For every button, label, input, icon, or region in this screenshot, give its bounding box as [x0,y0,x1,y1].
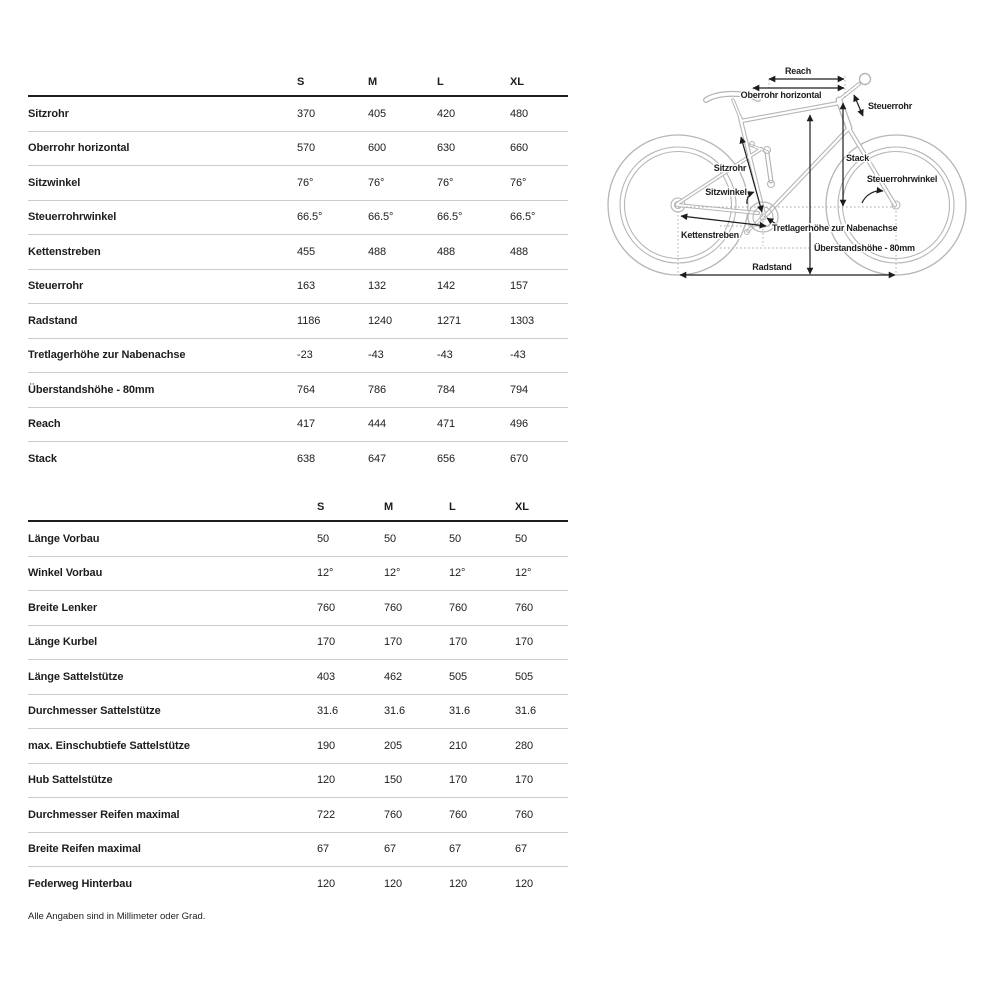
cell-value: 760 [317,601,336,614]
size-column-header: L [449,500,456,513]
table-row [28,695,568,730]
size-column-header: M [384,500,394,513]
cell-value: 50 [515,532,528,545]
cell-value: 170 [317,636,336,649]
cell-value: 420 [437,107,456,120]
cell-value: 66.5° [437,211,463,224]
cell-value: 31.6 [515,705,537,718]
row-label: Sitzwinkel [28,176,81,189]
cell-value: 67 [449,843,462,856]
cell-value: 455 [297,245,316,258]
cell-value: 471 [437,418,456,431]
table-row [28,557,568,592]
cell-value: 480 [510,107,529,120]
frame-geometry-table [28,68,568,477]
table-row [28,867,568,902]
bike-geometry-diagram [600,45,1000,295]
cell-value: 462 [384,670,403,683]
diagram-label-ueberstandshoehe: Überstandshöhe - 80mm [814,243,915,253]
cell-value: 488 [437,245,456,258]
row-label: Steuerrohrwinkel [28,211,117,224]
row-label: max. Einschubtiefe Sattelstütze [28,739,190,752]
cell-value: 570 [297,142,316,155]
row-label: Hub Sattelstütze [28,774,113,787]
size-column-header: XL [515,500,529,513]
table-row [28,522,568,557]
row-label: Durchmesser Reifen maximal [28,808,180,821]
row-label: Durchmesser Sattelstütze [28,705,161,718]
cell-value: 505 [449,670,468,683]
cell-value: 170 [515,774,534,787]
cell-value: 163 [297,280,316,293]
table-row [28,764,568,799]
cell-value: 31.6 [317,705,339,718]
cell-value: 722 [317,808,336,821]
row-label: Winkel Vorbau [28,567,103,580]
table-row [28,201,568,236]
cell-value: 76° [368,176,385,189]
row-label: Länge Sattelstütze [28,670,124,683]
table-row [28,408,568,443]
cell-value: 370 [297,107,316,120]
cell-value: 190 [317,739,336,752]
cell-value: 784 [437,383,456,396]
cell-value: 496 [510,418,529,431]
row-label: Steuerrohr [28,280,84,293]
cell-value: 647 [368,453,387,466]
footnote: Alle Angaben sind in Millimeter oder Grad. [28,911,206,922]
row-label: Kettenstreben [28,245,101,258]
diagram-label-reach: Reach [784,66,812,76]
cell-value: 170 [449,636,468,649]
cell-value: 403 [317,670,336,683]
diagram-label-stack: Stack [846,153,870,163]
cell-value: 120 [317,774,336,787]
cell-value: 76° [510,176,527,189]
row-label: Oberrohr horizontal [28,142,130,155]
table-row [28,626,568,661]
row-label: Länge Vorbau [28,532,100,545]
row-label: Überstandshöhe - 80mm [28,383,155,396]
cell-value: 170 [515,636,534,649]
cell-value: 638 [297,453,316,466]
cell-value: -43 [510,349,526,362]
table-row [28,235,568,270]
cell-value: 76° [297,176,314,189]
cell-value: 760 [449,808,468,821]
table-row [28,339,568,374]
table-header [28,68,568,97]
diagram-label-kettenstreben: Kettenstreben [681,230,739,240]
row-label: Reach [28,418,61,431]
components-table [28,493,568,902]
cell-value: 157 [510,280,529,293]
row-label: Tretlagerhöhe zur Nabenachse [28,349,186,362]
cell-value: 760 [384,601,403,614]
cell-value: -43 [437,349,453,362]
cell-value: 488 [510,245,529,258]
size-column-header: S [317,500,325,513]
size-column-header: XL [510,75,524,88]
cell-value: 660 [510,142,529,155]
diagram-label-oberrohr: Oberrohr horizontal [740,90,822,100]
cell-value: 1303 [510,314,535,327]
cell-value: -43 [368,349,384,362]
size-column-header: M [368,75,378,88]
table-row [28,442,568,477]
cell-value: 12° [317,567,334,580]
cell-value: 760 [449,601,468,614]
table-row [28,798,568,833]
table-row [28,304,568,339]
cell-value: 764 [297,383,316,396]
cell-value: 505 [515,670,534,683]
cell-value: 630 [437,142,456,155]
row-label: Radstand [28,314,78,327]
cell-value: 66.5° [368,211,394,224]
table-row [28,833,568,868]
cell-value: 50 [317,532,330,545]
row-label: Sitzrohr [28,107,69,120]
row-label: Federweg Hinterbau [28,878,132,891]
cell-value: 405 [368,107,387,120]
row-label: Länge Kurbel [28,636,98,649]
handlebar-grip [860,74,871,85]
cell-value: 1240 [368,314,393,327]
table-row [28,660,568,695]
cell-value: 786 [368,383,387,396]
cell-value: 1186 [297,314,321,327]
steuerrohr-arrow [854,95,863,116]
size-column-header: S [297,75,305,88]
cell-value: 488 [368,245,387,258]
row-label: Stack [28,453,57,466]
cell-value: 417 [297,418,316,431]
cell-value: 142 [437,280,456,293]
cell-value: 50 [449,532,462,545]
table-row [28,166,568,201]
cell-value: 170 [384,636,403,649]
cell-value: 760 [515,601,534,614]
row-label: Breite Lenker [28,601,98,614]
cell-value: 1271 [437,314,462,327]
cell-value: 210 [449,739,468,752]
diagram-label-tretlagerhoehe: Tretlagerhöhe zur Nabenachse [772,223,898,233]
diagram-label-steuerrohr: Steuerrohr [868,101,913,111]
cell-value: 280 [515,739,534,752]
cell-value: 120 [317,878,336,891]
diagram-label-radstand: Radstand [752,262,792,272]
diagram-label-steuerrohrwinkel: Steuerrohrwinkel [866,174,938,184]
cell-value: 150 [384,774,403,787]
cell-value: 50 [384,532,397,545]
diagram-label-sitzrohr: Sitzrohr [713,163,747,173]
cell-value: 31.6 [449,705,471,718]
cell-value: 600 [368,142,387,155]
steuerrohrwinkel-arc [862,191,883,203]
cell-value: 76° [437,176,454,189]
cell-value: 794 [510,383,529,396]
cell-value: 760 [515,808,534,821]
cell-value: 31.6 [384,705,406,718]
cell-value: 170 [449,774,468,787]
cell-value: 670 [510,453,529,466]
cell-value: 205 [384,739,403,752]
table-row [28,270,568,305]
cell-value: 12° [449,567,466,580]
cell-value: 120 [449,878,468,891]
table-row [28,373,568,408]
table-header [28,493,568,522]
cell-value: 120 [384,878,403,891]
cell-value: 67 [384,843,397,856]
cell-value: 67 [317,843,330,856]
table-row [28,591,568,626]
cell-value: 760 [384,808,403,821]
size-column-header: L [437,75,444,88]
table-row [28,132,568,167]
cell-value: 120 [515,878,534,891]
cell-value: 444 [368,418,387,431]
cell-value: -23 [297,349,313,362]
cell-value: 67 [515,843,528,856]
cell-value: 66.5° [297,211,323,224]
row-label: Breite Reifen maximal [28,843,141,856]
table-row [28,729,568,764]
diagram-label-sitzwinkel: Sitzwinkel [705,187,747,197]
table-row [28,97,568,132]
cell-value: 66.5° [510,211,536,224]
cell-value: 132 [368,280,387,293]
cell-value: 12° [384,567,401,580]
cell-value: 656 [437,453,456,466]
cell-value: 12° [515,567,532,580]
